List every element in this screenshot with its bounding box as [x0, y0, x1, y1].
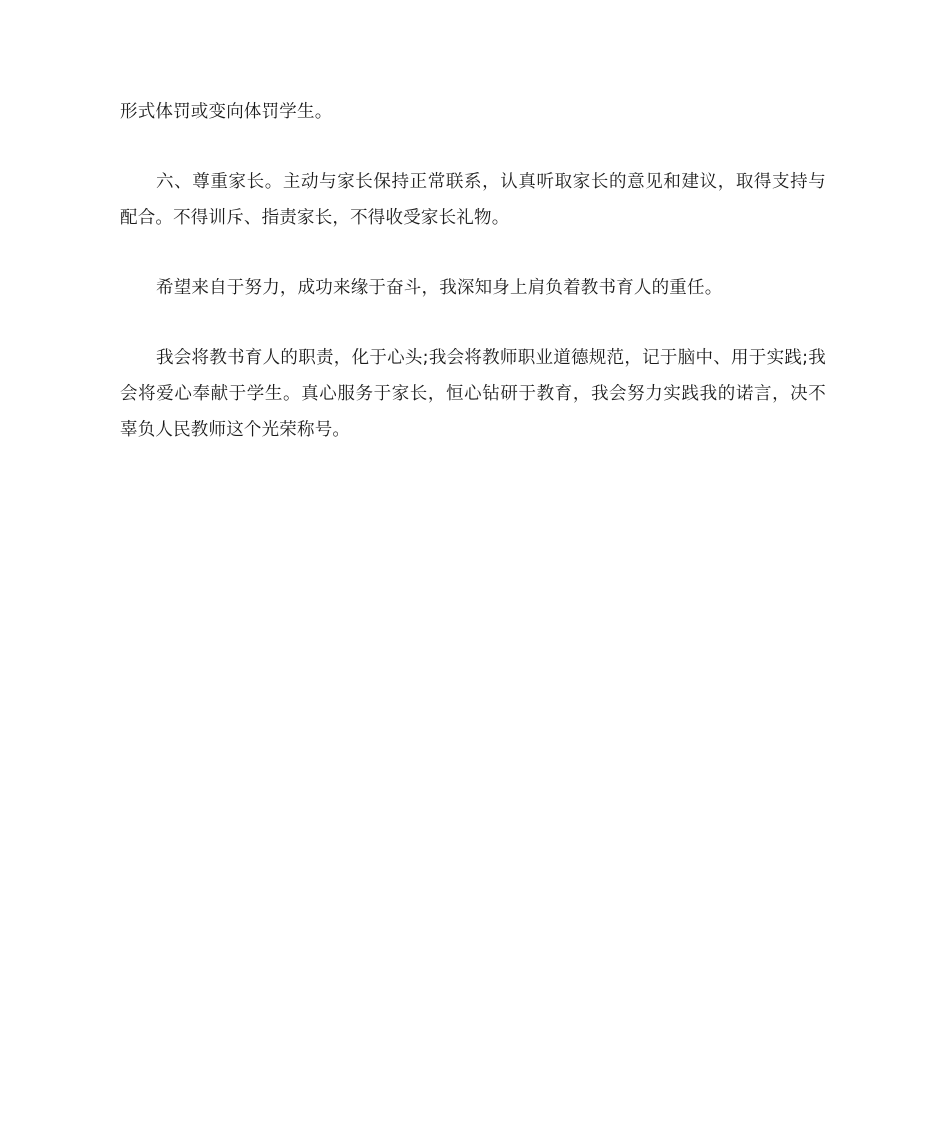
paragraph-hope: 希望来自于努力，成功来缘于奋斗，我深知身上肩负着教书育人的重任。 [156, 278, 723, 298]
document-body [120, 94, 826, 448]
paragraph-respect-parents: 六、尊重家长。主动与家长保持正常联系，认真听取家长的意见和建议，取得支持与配合。不得训斥、指责家长，不得收受家长礼物。 [120, 172, 826, 228]
paragraph-continuation: 形式体罚或变向体罚学生。 [120, 102, 333, 122]
paragraph-pledge: 我会将教书育人的职责，化于心头;我会将教师职业道德规范，记于脑中、用于实践;我会将爱心奉献于学生。真心服务于家长，恒心钻研于教育，我会努力实践我的诺言，决不辜负人民教师这个光荣称号。 [120, 348, 826, 440]
paragraph-gap [120, 130, 826, 164]
paragraph-gap [120, 306, 826, 340]
paragraph-gap [120, 236, 826, 270]
